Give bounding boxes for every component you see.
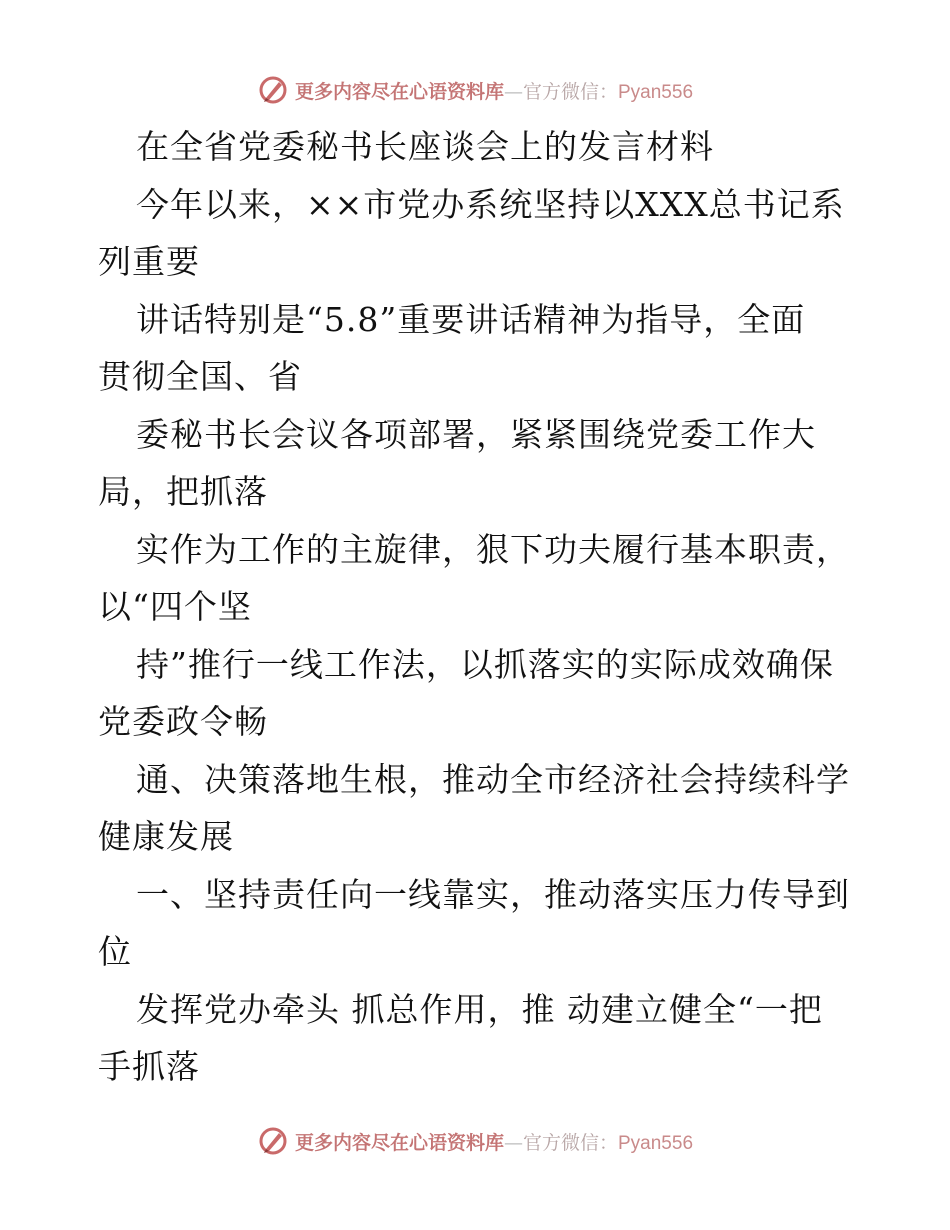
paragraph-line: 贯彻全国、省	[98, 357, 302, 396]
document-body	[98, 118, 858, 1096]
watermark-contact: 官方微信：	[522, 1131, 618, 1154]
paragraph-line: 局，把抓落	[98, 472, 268, 511]
paragraph-line: 以“四个坚	[98, 587, 252, 626]
paragraph-line: 在全省党委秘书长座谈会上的发言材料	[136, 127, 714, 166]
watermark-contact: 官方微信：	[522, 80, 618, 103]
watermark-brand: 更多内容尽在心语资料库	[294, 80, 504, 103]
paragraph-line: 位	[98, 932, 132, 971]
paragraph-line: 列重要	[98, 242, 200, 281]
watermark-text	[295, 1128, 693, 1155]
pen-logo-icon	[257, 1125, 289, 1157]
pen-logo-icon	[257, 74, 289, 106]
paragraph-line: 发挥党办牵头 抓总作用，推 动建立健全“一把	[136, 989, 823, 1029]
paragraph-line: 讲话特别是“5.8”重要讲话精神为指导，全面	[136, 299, 806, 339]
watermark-separator: —	[503, 1131, 523, 1154]
watermark-separator: —	[503, 80, 523, 103]
paragraph-line: 实作为工作的主旋律，狠下功夫履行基本职责，	[136, 529, 850, 569]
watermark-text	[295, 77, 693, 104]
watermark-handle: Pyan556	[618, 1132, 694, 1154]
paragraph-line: 党委政令畅	[98, 702, 268, 741]
paragraph-line: 手抓落	[98, 1047, 200, 1086]
watermark-footer	[0, 1125, 950, 1157]
watermark-brand: 更多内容尽在心语资料库	[294, 1131, 504, 1154]
paragraph-line: 健康发展	[98, 817, 234, 856]
paragraph-line: 通、决策落地生根，推动全市经济社会持续科学	[136, 759, 850, 799]
watermark-handle: Pyan556	[618, 81, 694, 103]
paragraph-line: 委秘书长会议各项部署，紧紧围绕党委工作大	[136, 414, 816, 454]
paragraph-line: 持”推行一线工作法，以抓落实的实际成效确保	[136, 644, 834, 684]
watermark-header	[0, 74, 950, 106]
paragraph-line: 一、坚持责任向一线靠实，推动落实压力传导到	[136, 874, 850, 914]
paragraph-line: 今年以来，××市党办系统坚持以XXX总书记系	[136, 184, 845, 224]
